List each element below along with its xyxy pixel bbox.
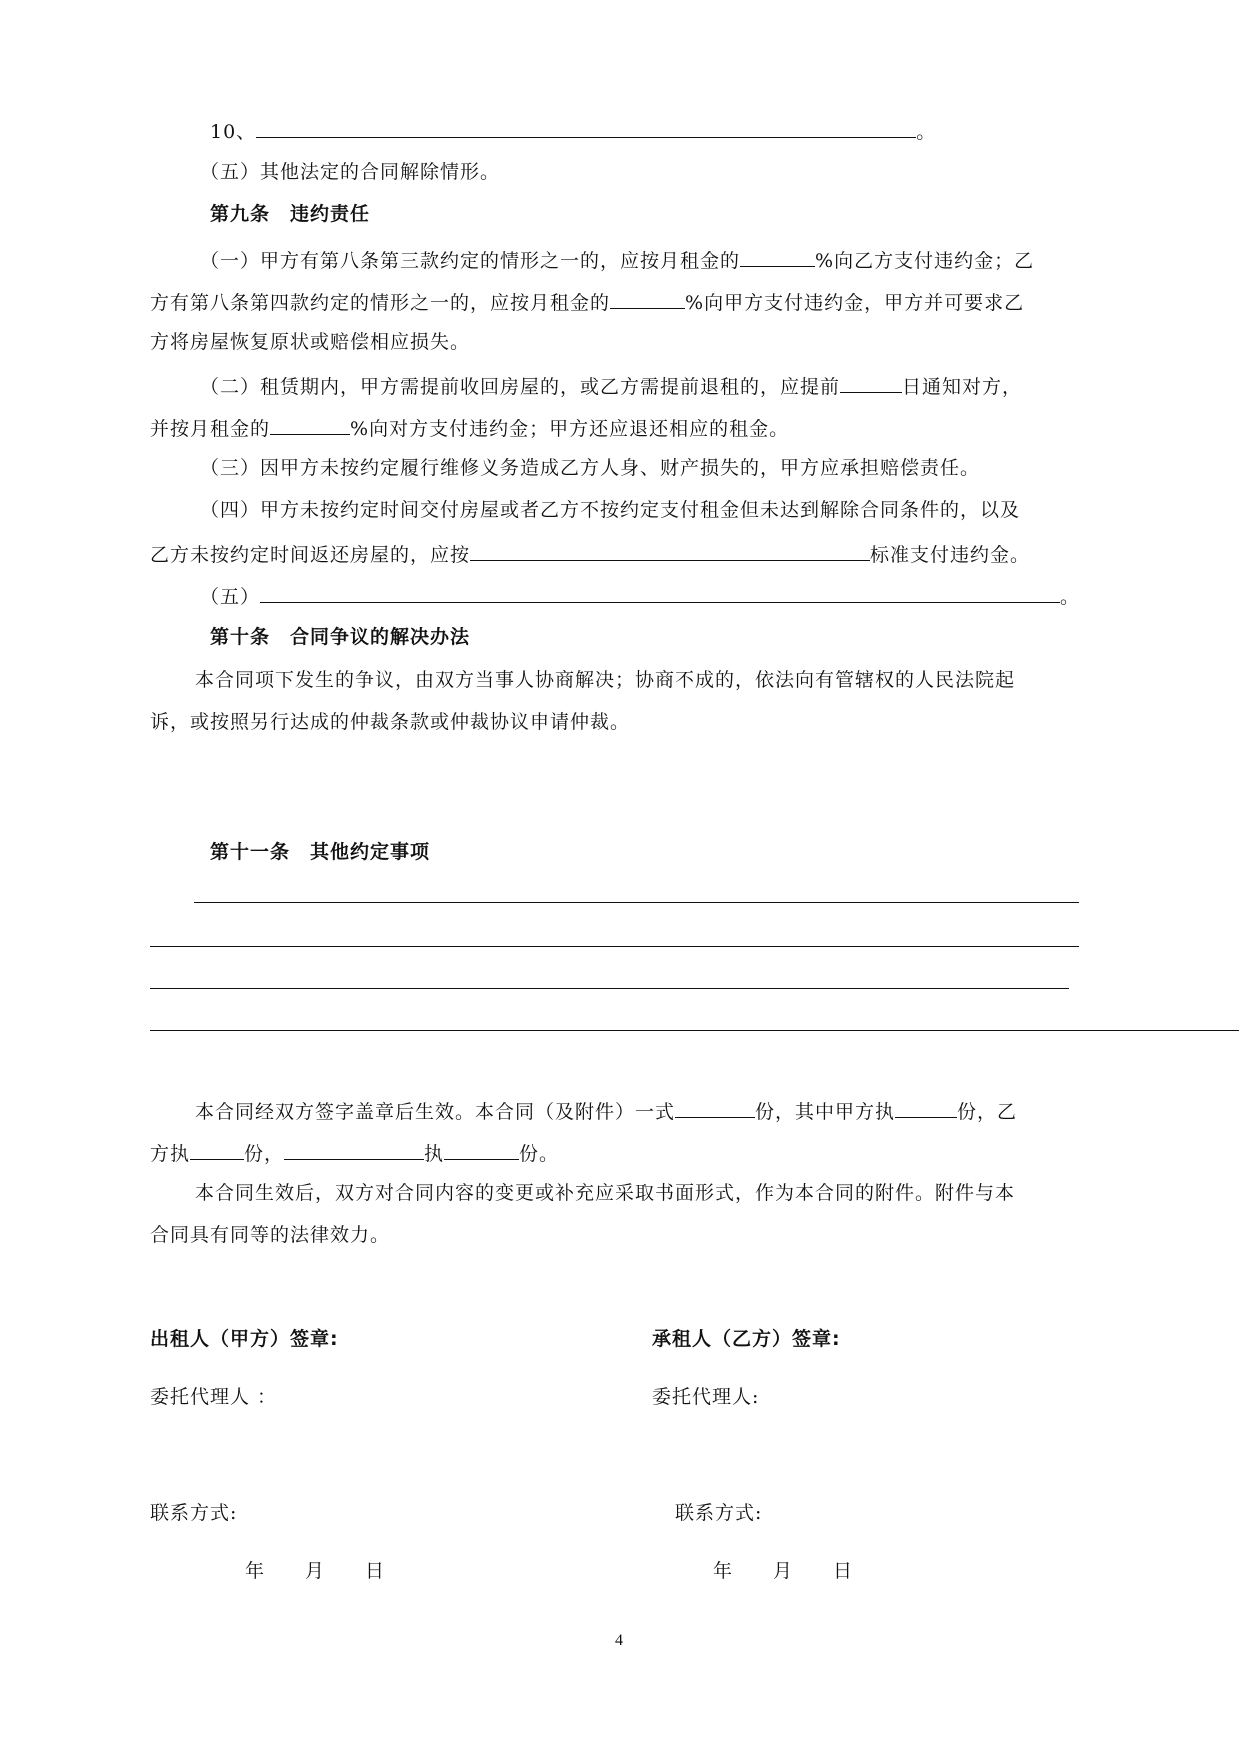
item-number: 10、 [210,121,257,143]
blank-notice-days[interactable] [840,372,902,393]
art10-p1-line2: 诉，或按照另行达成的仲裁条款或仲裁协议申请仲裁。 [150,711,631,733]
lessor-agent-label: 委托代理人 ： [150,1386,278,1408]
art9-p2-line1 [200,372,1022,399]
lessor-signature-title: 出租人（甲方）签章: [150,1328,339,1350]
text: 份。 [519,1143,560,1165]
text: 执 [424,1143,445,1165]
art10-p1-line1: 本合同项下发生的争议，由双方当事人协商解决；协商不成的，依法向有管辖权的人民法院起 [195,669,1016,691]
blank-line-3[interactable] [150,988,1069,989]
blank-copies-total[interactable] [675,1097,755,1118]
blank-other-party[interactable] [284,1139,424,1160]
text: %向乙方支付违约金；乙 [815,250,1035,272]
article-10-heading: 第十条 合同争议的解决办法 [210,626,471,648]
blank-early-termination-rate[interactable] [270,414,350,435]
closing-p2-line2: 合同具有同等的法律效力。 [150,1224,391,1246]
art8-clause-5: （五）其他法定的合同解除情形。 [200,161,501,183]
art9-p5 [200,582,1080,609]
text: %向对方支付违约金；甲方还应退还相应的租金。 [350,418,790,440]
blank-copies-other[interactable] [444,1139,519,1160]
lessor-contact-label: 联系方式: [150,1502,238,1524]
text: 日通知对方， [902,376,1023,398]
art9-p1-line1 [200,246,1034,273]
blank-penalty-rate-lessee[interactable] [610,288,685,309]
text: 。 [1060,586,1081,608]
lessee-date: 年 月 日 [713,1560,854,1582]
text: （五） [200,586,261,608]
text: 份，其中甲方执 [755,1101,896,1123]
text: 并按月租金的 [150,418,271,440]
page-number: 4 [615,1632,623,1649]
art9-p4-line1: （四）甲方未按约定时间交付房屋或者乙方不按约定支付租金但未达到解除合同条件的，以及 [200,499,1021,521]
blank-line-2[interactable] [150,946,1079,947]
art9-p4-line2 [150,540,1030,567]
text: 乙方未按约定时间返还房屋的，应按 [150,544,471,566]
art9-p1-line3: 方将房屋恢复原状或赔偿相应损失。 [150,331,471,353]
item-end: 。 [916,121,937,143]
closing-p1-line1 [195,1097,1017,1124]
text: 标准支付违约金。 [870,544,1031,566]
text: 方执 [150,1143,191,1165]
item-10 [210,117,936,144]
text: 份， [244,1143,285,1165]
blank-line-4[interactable] [150,1030,1239,1031]
text: （一）甲方有第八条第三款约定的情形之一的，应按月租金的 [200,250,741,272]
blank-copies-lessee[interactable] [190,1139,244,1160]
blank-copies-lessor[interactable] [895,1097,957,1118]
lessor-date: 年 月 日 [245,1560,386,1582]
text: 份，乙 [957,1101,1018,1123]
closing-p2-line1: 本合同生效后，双方对合同内容的变更或补充应采取书面形式，作为本合同的附件。附件与本 [195,1182,1016,1204]
blank-art9-other[interactable] [260,582,1060,603]
art9-p1-line2 [150,288,1024,315]
text: %向甲方支付违约金，甲方并可要求乙 [685,292,1025,314]
lessee-signature-title: 承租人（乙方）签章: [652,1328,841,1350]
article-9-heading: 第九条 违约责任 [210,203,371,225]
text: 方有第八条第四款约定的情形之一的，应按月租金的 [150,292,611,314]
art9-p2-line2 [150,414,789,441]
lessee-agent-label: 委托代理人: [652,1386,760,1408]
lessee-contact-label: 联系方式: [675,1502,763,1524]
blank-line-1[interactable] [194,902,1079,903]
blank-penalty-standard[interactable] [470,540,870,561]
text: （二）租赁期内，甲方需提前收回房屋的，或乙方需提前退租的，应提前 [200,376,841,398]
article-11-heading: 第十一条 其他约定事项 [210,841,431,863]
blank-penalty-rate-lessor[interactable] [740,246,815,267]
blank-item10[interactable] [256,117,916,138]
text: 本合同经双方签字盖章后生效。本合同（及附件）一式 [195,1101,676,1123]
closing-p1-line2 [150,1139,559,1166]
art9-p3: （三）因甲方未按约定履行维修义务造成乙方人身、财产损失的，甲方应承担赔偿责任。 [200,457,981,479]
